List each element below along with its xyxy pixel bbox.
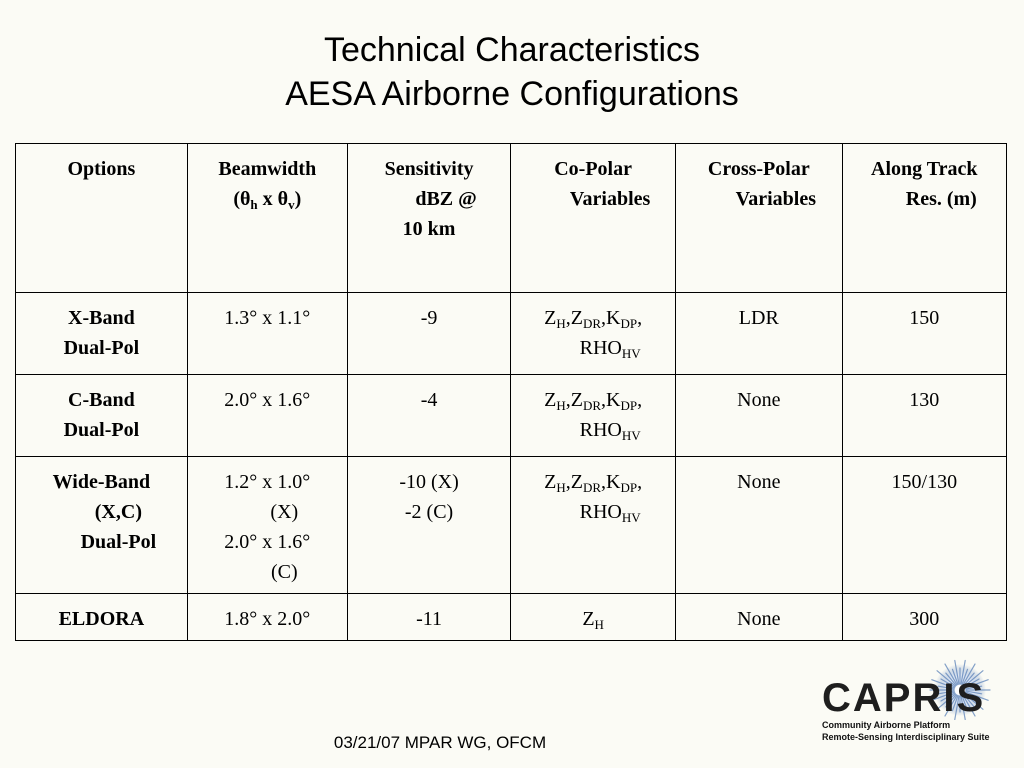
logo-tagline-2: Remote-Sensing Interdisciplinary Suite xyxy=(822,732,990,742)
cell-along-track: 300 xyxy=(842,594,1006,641)
table-row xyxy=(16,293,1007,375)
cell-beamwidth: 2.0° x 1.6° xyxy=(187,375,347,457)
cell-beamwidth: 1.3° x 1.1° xyxy=(187,293,347,375)
cell-crosspolar: None xyxy=(675,594,842,641)
header-sensitivity: Sensitivity dBZ @ 10 km xyxy=(347,144,510,293)
cell-beamwidth: 1.2° x 1.0° (X) 2.0° x 1.6° (C) xyxy=(187,457,347,594)
capris-logo xyxy=(818,650,1004,746)
cell-beamwidth: 1.8° x 2.0° xyxy=(187,594,347,641)
cell-copolar: $Z_H,Z_{DR},K_{DP}$, $RHO_{HV}$ xyxy=(511,375,676,457)
title-line-1: Technical Characteristics xyxy=(323,31,701,69)
logo-tagline-1: Community Airborne Platform xyxy=(822,720,951,730)
cell-crosspolar: LDR xyxy=(675,293,842,375)
cell-sensitivity: -4 xyxy=(347,375,510,457)
cell-copolar: $Z_H,Z_{DR},K_{DP}$, $RHO_{HV}$ xyxy=(511,457,676,594)
header-beamwidth: Beamwidth ($\theta_h$ x $\theta_v$) xyxy=(187,144,347,293)
table-row xyxy=(16,457,1007,594)
header-options: Options xyxy=(16,144,188,293)
capris-wordmark: CAPRIS xyxy=(822,676,986,720)
title-line-2: AESA Airborne Configurations xyxy=(285,75,739,113)
cell-copolar: $Z_H$ xyxy=(511,594,676,641)
slide-title xyxy=(0,28,1024,116)
cell-sensitivity: -10 (X) -2 (C) xyxy=(347,457,510,594)
characteristics-table xyxy=(15,143,1007,641)
cell-copolar: $Z_H,Z_{DR},K_{DP}$, $RHO_{HV}$ xyxy=(511,293,676,375)
cell-along-track: 150/130 xyxy=(842,457,1006,594)
cell-sensitivity: -9 xyxy=(347,293,510,375)
table-row xyxy=(16,594,1007,641)
header-copolar: Co-Polar Variables xyxy=(511,144,676,293)
cell-along-track: 130 xyxy=(842,375,1006,457)
slide-footer: 03/21/07 MPAR WG, OFCM xyxy=(333,733,547,752)
table-row xyxy=(16,375,1007,457)
cell-crosspolar: None xyxy=(675,375,842,457)
cell-along-track: 150 xyxy=(842,293,1006,375)
header-crosspolar: Cross-Polar Variables xyxy=(675,144,842,293)
cell-option: Wide-Band (X,C) Dual-Pol xyxy=(16,457,188,594)
cell-option: X-Band Dual-Pol xyxy=(16,293,188,375)
cell-option: C-Band Dual-Pol xyxy=(16,375,188,457)
table-header-row xyxy=(16,144,1007,293)
header-along-track: Along Track Res. (m) xyxy=(842,144,1006,293)
cell-sensitivity: -11 xyxy=(347,594,510,641)
cell-option: ELDORA xyxy=(16,594,188,641)
cell-crosspolar: None xyxy=(675,457,842,594)
